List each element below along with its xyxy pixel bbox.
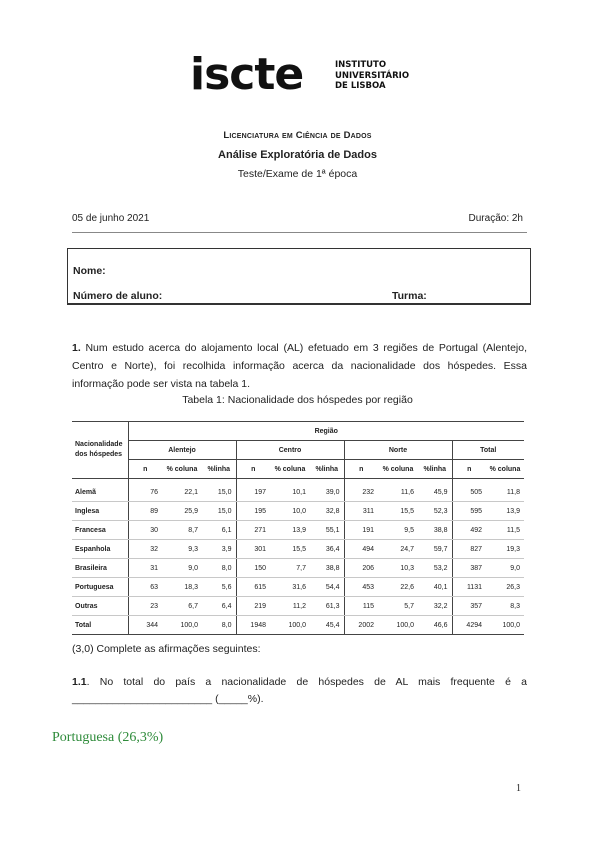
logo-institution-name: [335, 60, 409, 92]
table-cell: 26,3: [486, 578, 524, 597]
row-label: Francesa: [72, 521, 128, 540]
table-cell: 31: [128, 559, 162, 578]
table-cell: 2002: [344, 616, 378, 635]
table-cell: 219: [236, 597, 270, 616]
table-cell: 10,3: [378, 559, 418, 578]
table-cell: 11,8: [486, 479, 524, 502]
table-cell: 11,2: [270, 597, 310, 616]
table-cell: 344: [128, 616, 162, 635]
table-cell: 61,3: [310, 597, 344, 616]
table-cell: 15,5: [378, 502, 418, 521]
table-cell: 6,4: [202, 597, 236, 616]
table-row: [72, 597, 524, 616]
region-group-header: Região: [128, 422, 524, 441]
table-cell: 25,9: [162, 502, 202, 521]
table-cell: 8,0: [202, 616, 236, 635]
question-1-number: 1.: [72, 342, 81, 354]
table-cell: 15,0: [202, 479, 236, 502]
sub-header-cell: % coluna: [486, 460, 524, 479]
question-1-text: Num estudo acerca do alojamento local (AL) efetuado em 3 regiões de Portugal (Alentejo, Centro e Norte), foi recolhida informação acerca da nacionalidade dos hóspedes. Essa informação pode ser vista na tabela 1.: [72, 342, 528, 390]
sub-header-cell: %linha: [202, 460, 236, 479]
region-header: Alentejo: [128, 441, 236, 460]
sub-header-cell: n: [128, 460, 162, 479]
row-label: Total: [72, 616, 128, 635]
table-cell: 36,4: [310, 540, 344, 559]
page-number: 1: [516, 783, 521, 794]
row-label: Outras: [72, 597, 128, 616]
handwritten-answer: Portuguesa (26,3%): [52, 730, 164, 745]
table-cell: 100,0: [486, 616, 524, 635]
table-cell: 54,4: [310, 578, 344, 597]
table-cell: 52,3: [418, 502, 452, 521]
sub-header-cell: % coluna: [270, 460, 310, 479]
table-cell: 19,3: [486, 540, 524, 559]
table-cell: 453: [344, 578, 378, 597]
table-cell: 6,1: [202, 521, 236, 540]
sub-header-cell: % coluna: [378, 460, 418, 479]
table-cell: 53,2: [418, 559, 452, 578]
row-label: Inglesa: [72, 502, 128, 521]
instruction-text: (3,0) Complete as afirmações seguintes:: [72, 643, 261, 655]
table-cell: 63: [128, 578, 162, 597]
class-label: Turma:: [392, 290, 427, 302]
question-1: [72, 339, 527, 393]
row-header: Nacionalidade dos hóspedes: [72, 422, 128, 479]
subject-title: Análise Exploratória de Dados: [218, 149, 377, 161]
table-cell: 13,9: [270, 521, 310, 540]
sub-header-cell: n: [236, 460, 270, 479]
table-cell: 9,0: [162, 559, 202, 578]
table-cell: 100,0: [162, 616, 202, 635]
table-cell: 5,6: [202, 578, 236, 597]
table-cell: 22,6: [378, 578, 418, 597]
table-cell: 32,2: [418, 597, 452, 616]
table-cell: 13,9: [486, 502, 524, 521]
table-cell: 8,3: [486, 597, 524, 616]
table-cell: 150: [236, 559, 270, 578]
table-body: [72, 479, 524, 635]
table-cell: 15,5: [270, 540, 310, 559]
region-header: Total: [452, 441, 524, 460]
sub-header-cell: %linha: [418, 460, 452, 479]
table-row: [72, 479, 524, 502]
row-label: Portuguesa: [72, 578, 128, 597]
table-cell: 11,5: [486, 521, 524, 540]
header-divider: [72, 232, 527, 233]
table-cell: 24,7: [378, 540, 418, 559]
table-cell: 40,1: [418, 578, 452, 597]
table-cell: 197: [236, 479, 270, 502]
table-row: [72, 540, 524, 559]
table-cell: 827: [452, 540, 486, 559]
table-cell: 46,6: [418, 616, 452, 635]
table-cell: 39,0: [310, 479, 344, 502]
student-id-box: [67, 248, 531, 305]
table-cell: 45,4: [310, 616, 344, 635]
table-cell: 55,1: [310, 521, 344, 540]
sub-header-cell: %linha: [310, 460, 344, 479]
table-cell: 9,3: [162, 540, 202, 559]
table-cell: 3,9: [202, 540, 236, 559]
table-row: [72, 578, 524, 597]
sub-header-row: [72, 460, 524, 479]
nationality-table: [72, 421, 524, 635]
table-cell: 22,1: [162, 479, 202, 502]
table-cell: 45,9: [418, 479, 452, 502]
table-cell: 59,7: [418, 540, 452, 559]
table-cell: 505: [452, 479, 486, 502]
table-cell: 232: [344, 479, 378, 502]
table-cell: 32,8: [310, 502, 344, 521]
table-cell: 100,0: [378, 616, 418, 635]
table-cell: 30: [128, 521, 162, 540]
table-cell: 494: [344, 540, 378, 559]
table-cell: 1131: [452, 578, 486, 597]
table-cell: 615: [236, 578, 270, 597]
question-1-1: [72, 674, 527, 708]
logo-line-1: INSTITUTO: [335, 60, 387, 70]
table-cell: 9,5: [378, 521, 418, 540]
row-label: Alemã: [72, 479, 128, 502]
question-1-1-number: 1.1: [72, 676, 87, 688]
table-row: [72, 559, 524, 578]
table-cell: 11,6: [378, 479, 418, 502]
table-cell: 7,7: [270, 559, 310, 578]
table-cell: 23: [128, 597, 162, 616]
sub-header-cell: % coluna: [162, 460, 202, 479]
table-cell: 311: [344, 502, 378, 521]
logo-line-3: DE LISBOA: [335, 81, 386, 91]
table-cell: 191: [344, 521, 378, 540]
table-cell: 100,0: [270, 616, 310, 635]
table-caption: Tabela 1: Nacionalidade dos hóspedes por região: [182, 394, 413, 406]
table-cell: 15,0: [202, 502, 236, 521]
exam-date: 05 de junho 2021: [72, 213, 150, 224]
row-label: Brasileira: [72, 559, 128, 578]
table-cell: 38,8: [418, 521, 452, 540]
course-title: Licenciatura em Ciência de Dados: [223, 130, 372, 141]
sub-header-cell: n: [452, 460, 486, 479]
table-cell: 206: [344, 559, 378, 578]
region-header: Centro: [236, 441, 344, 460]
sub-header-cell: n: [344, 460, 378, 479]
table-cell: 6,7: [162, 597, 202, 616]
table-cell: 301: [236, 540, 270, 559]
table-row: [72, 521, 524, 540]
region-header: Norte: [344, 441, 452, 460]
table-cell: 18,3: [162, 578, 202, 597]
table-cell: 195: [236, 502, 270, 521]
table-cell: 8,0: [202, 559, 236, 578]
table-cell: 4294: [452, 616, 486, 635]
logo-line-2: UNIVERSITÁRIO: [335, 70, 410, 81]
table-cell: 1948: [236, 616, 270, 635]
table-cell: 31,6: [270, 578, 310, 597]
table-cell: 10,1: [270, 479, 310, 502]
table-cell: 387: [452, 559, 486, 578]
table-cell: 32: [128, 540, 162, 559]
table-cell: 76: [128, 479, 162, 502]
table-cell: 10,0: [270, 502, 310, 521]
student-number-label: Número de aluno:: [73, 290, 163, 302]
table-cell: 8,7: [162, 521, 202, 540]
name-label: Nome:: [73, 265, 106, 277]
table-row: [72, 502, 524, 521]
table-cell: 89: [128, 502, 162, 521]
table-row: [72, 616, 524, 635]
table-cell: 38,8: [310, 559, 344, 578]
exam-duration: Duração: 2h: [468, 213, 523, 224]
table-cell: 595: [452, 502, 486, 521]
exam-title: Teste/Exame de 1ª época: [237, 168, 358, 180]
table-cell: 115: [344, 597, 378, 616]
iscte-logo: [190, 49, 410, 100]
table-cell: 492: [452, 521, 486, 540]
question-1-1-text: . No total do país a nacionalidade de hóspedes de AL mais frequente é a ________________________ (_____%).: [72, 676, 527, 705]
table-cell: 271: [236, 521, 270, 540]
logo-wordmark: iscte: [190, 49, 304, 100]
table-cell: 357: [452, 597, 486, 616]
table-cell: 9,0: [486, 559, 524, 578]
row-label: Espanhola: [72, 540, 128, 559]
table-cell: 5,7: [378, 597, 418, 616]
